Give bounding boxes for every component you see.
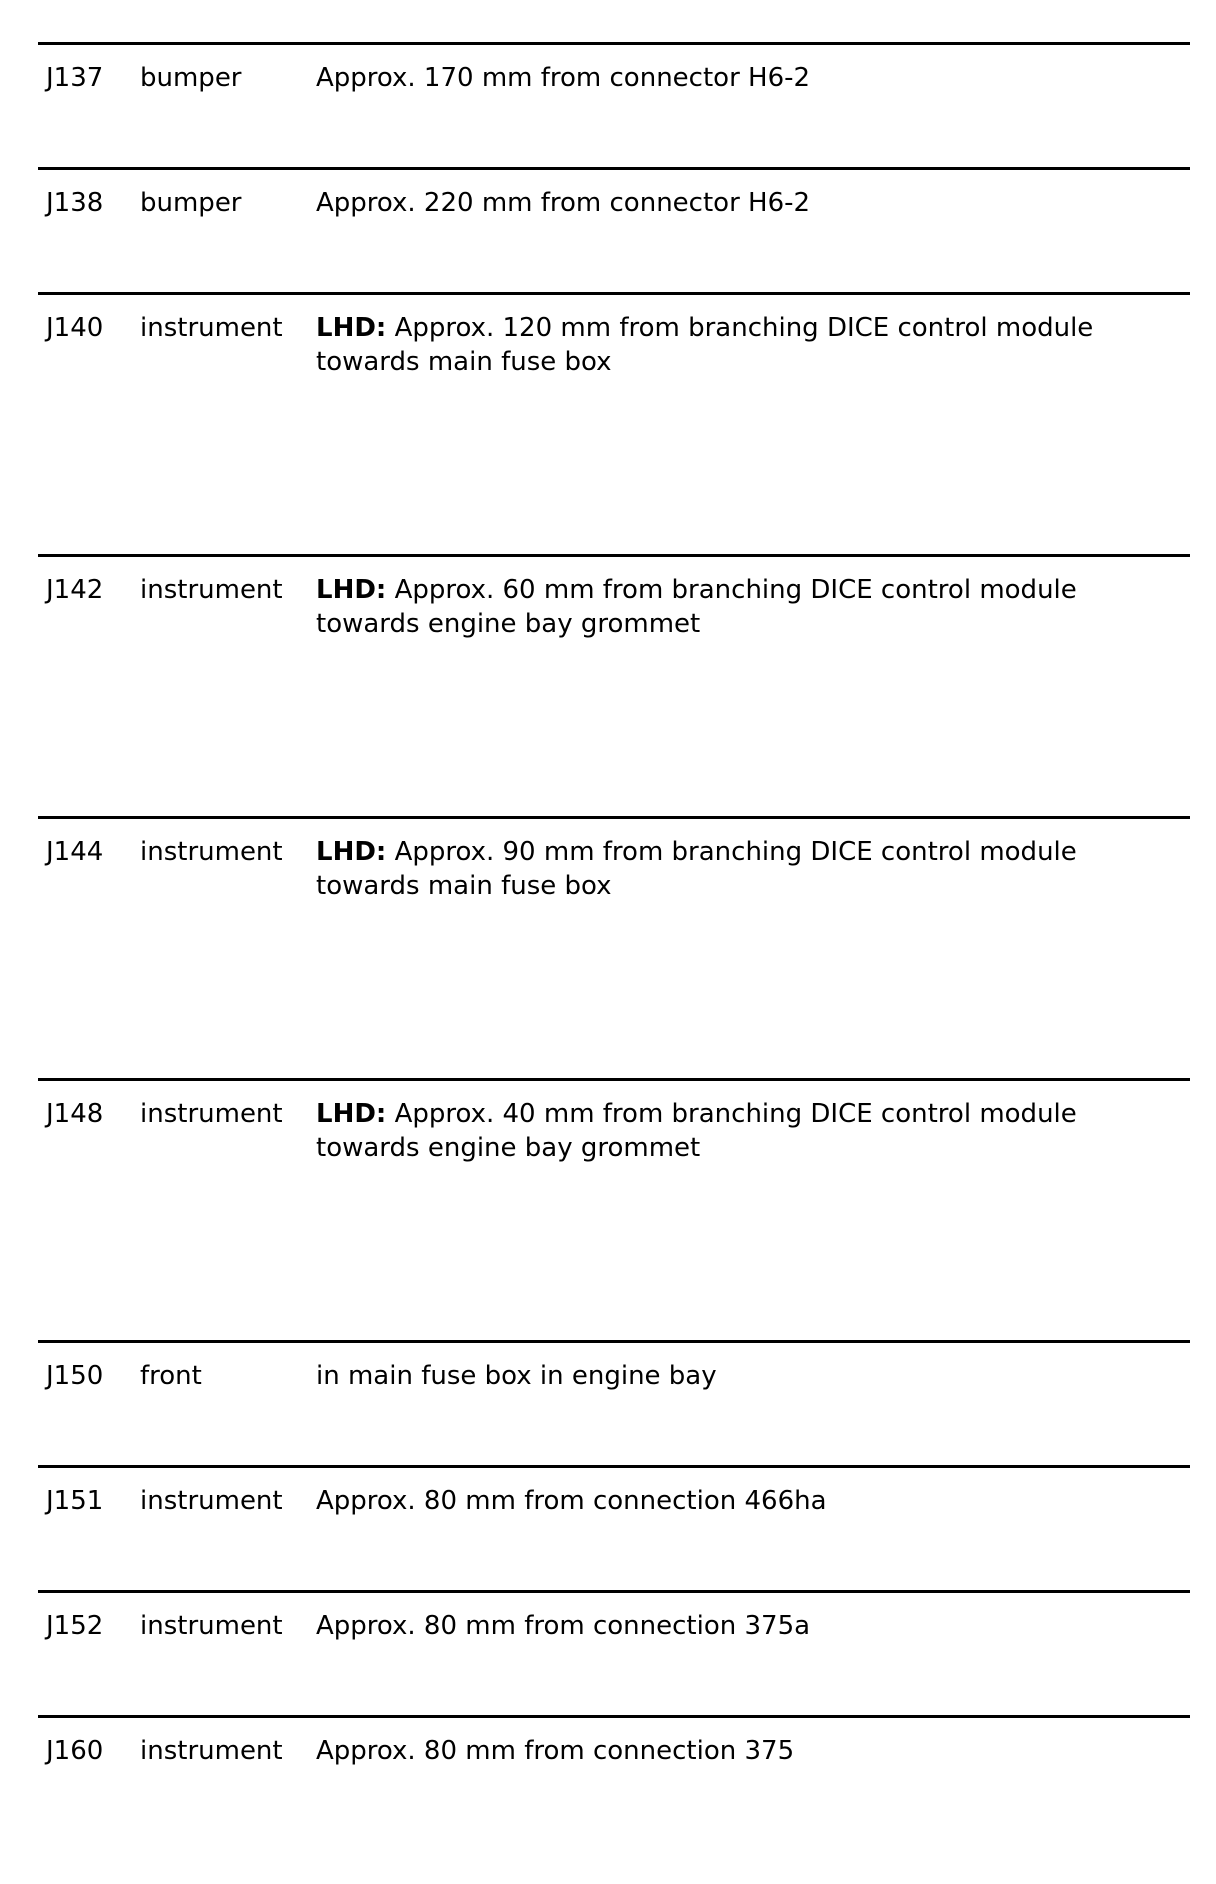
- table-row: [38, 1078, 1190, 1340]
- location-text: Approx. 170 mm from connector H6-2: [316, 63, 811, 93]
- location-description: [316, 1484, 1186, 1518]
- location-text: Approx. 80 mm from connection 375a: [316, 1611, 811, 1641]
- junction-id: J140: [46, 313, 104, 343]
- table-row: [38, 1590, 1190, 1715]
- table-row: [38, 816, 1190, 1078]
- junction-id: J137: [46, 63, 104, 93]
- harness-area: instrument: [140, 575, 283, 605]
- junction-id: J152: [46, 1611, 104, 1641]
- harness-area: instrument: [140, 313, 283, 343]
- junction-id: J138: [46, 188, 104, 218]
- table-row: [38, 42, 1190, 167]
- location-description: [316, 1359, 1186, 1393]
- junction-id: J160: [46, 1736, 104, 1766]
- harness-area: bumper: [140, 188, 242, 218]
- junction-id: J151: [46, 1486, 104, 1516]
- location-text-line2: towards engine bay grommet: [316, 609, 701, 639]
- lhd-label: LHD:: [316, 575, 387, 605]
- harness-area: instrument: [140, 1099, 283, 1129]
- location-description: [316, 1734, 1186, 1768]
- junction-id: J148: [46, 1099, 104, 1129]
- table-row: [38, 1340, 1190, 1465]
- junction-id: J142: [46, 575, 104, 605]
- location-text: Approx. 80 mm from connection 466ha: [316, 1486, 827, 1516]
- location-text: Approx. 80 mm from connection 375: [316, 1736, 795, 1766]
- table-row: [38, 1465, 1190, 1590]
- junction-location-table: [38, 42, 1190, 1840]
- harness-area: instrument: [140, 1486, 283, 1516]
- lhd-label: LHD:: [316, 313, 387, 343]
- harness-area: front: [140, 1361, 202, 1391]
- location-description: [316, 311, 1186, 379]
- harness-area: instrument: [140, 1736, 283, 1766]
- location-text: Approx. 40 mm from branching DICE control module: [394, 1099, 1077, 1129]
- table-row: [38, 554, 1190, 816]
- location-text: Approx. 90 mm from branching DICE control module: [394, 837, 1077, 867]
- table-row: [38, 292, 1190, 554]
- location-description: [316, 61, 1186, 95]
- harness-area: bumper: [140, 63, 242, 93]
- location-text: Approx. 120 mm from branching DICE control module: [394, 313, 1094, 343]
- table-row: [38, 1715, 1190, 1840]
- location-text: Approx. 220 mm from connector H6-2: [316, 188, 811, 218]
- location-text-line2: towards main fuse box: [316, 347, 612, 377]
- location-description: [316, 573, 1186, 641]
- table-row: [38, 167, 1190, 292]
- location-text: Approx. 60 mm from branching DICE control module: [394, 575, 1077, 605]
- location-description: [316, 1097, 1186, 1165]
- location-description: [316, 1609, 1186, 1643]
- harness-area: instrument: [140, 837, 283, 867]
- lhd-label: LHD:: [316, 837, 387, 867]
- location-description: [316, 835, 1186, 903]
- junction-id: J150: [46, 1361, 104, 1391]
- location-description: [316, 186, 1186, 220]
- location-text: in main fuse box in engine bay: [316, 1361, 717, 1391]
- location-text-line2: towards main fuse box: [316, 871, 612, 901]
- junction-id: J144: [46, 837, 104, 867]
- harness-area: instrument: [140, 1611, 283, 1641]
- lhd-label: LHD:: [316, 1099, 387, 1129]
- location-text-line2: towards engine bay grommet: [316, 1133, 701, 1163]
